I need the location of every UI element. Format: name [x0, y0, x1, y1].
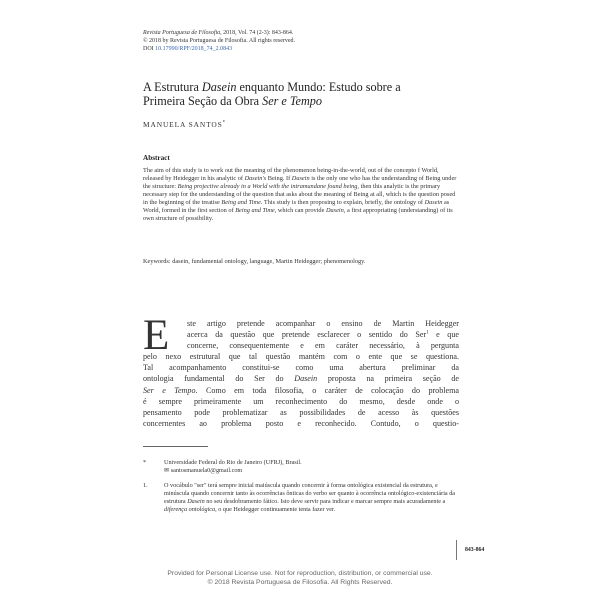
body-line: acerca da questão que pretende esclarecer o sentido do Ser$^1$ e que	[187, 330, 459, 340]
citation: 2018, Vol. 74 (2-3): 843-864.	[221, 30, 294, 36]
body-line: concernentes ao problema posto e reconhecido. Contudo, o questio-	[143, 418, 459, 428]
journal-header	[143, 29, 473, 54]
body-line: pensamento pode problematizar as possibilidades de acesso às questões	[143, 407, 459, 417]
copyright-line: © 2018 by Revista Portuguesa de Filosofia. All rights reserved.	[143, 38, 296, 45]
title-text: Primeira Seção da Obra	[143, 94, 263, 108]
license-line: © 2018 Revista Portuguesa de Filosofia. All Rights Reserved.	[207, 578, 393, 586]
footnote-1: 1. O vocábulo "ser" terá sempre inicial maiúscula quando concernir à forma ontológica existencial da estrutura, e minúscula quando concernir tanto às ocorrências ônticas do verbo ser quanto à ocorrência ontológico-existenciária da estrutura Dasein no seu desdobramento fático. Isto deve servir para indicar e marcar sempre mais acuradamente a diferença ontológica, o que Heidegger continuamente tenta fazer ver.	[143, 482, 456, 513]
title-italic: Dasein	[201, 80, 237, 94]
title-text: enquanto Mundo: Estudo sobre a	[236, 80, 401, 94]
body-line: ontologia fundamental do Ser do Dasein proposta na primeira seção de	[143, 374, 459, 384]
body-line: é sempre primeiramente um reconhecimento do mesmo, desde onde o	[143, 396, 459, 406]
license-line: Provided for Personal License use. Not for reproduction, distribution, or commercial use.	[167, 570, 433, 577]
author-email[interactable]: ✉ santosmanuela0@gmail.com	[164, 467, 243, 474]
keywords: Keywords: dasein, fundamental ontology, language, Martin Heidegger; phenomenology.	[143, 258, 366, 265]
doi-label: DOI	[143, 46, 156, 53]
body-line: pelo nexo estrutural que tal questão mantém com o ente que se questiona.	[143, 352, 459, 362]
body-line: ste artigo pretende acompanhar o ensino de Martin Heidegger	[187, 319, 459, 328]
body-text	[143, 312, 460, 429]
title-italic: Ser e Tempo	[262, 94, 322, 108]
abstract-heading: Abstract	[143, 154, 170, 162]
footnote-divider	[143, 446, 208, 447]
footnote-ref[interactable]: 1	[426, 330, 429, 336]
title-text: A Estrutura	[143, 80, 202, 94]
author-footnote-mark[interactable]: *	[222, 120, 226, 126]
author-text: MANUELA SANTOS	[143, 120, 223, 129]
drop-cap: E	[143, 312, 170, 359]
author-name	[143, 120, 225, 129]
body-line: Tal acompanhamento constitui-se como uma abertura preliminar da	[143, 363, 459, 373]
doi-link[interactable]: 10.17990/RPF/2018_74_2.0843	[155, 46, 233, 53]
abstract-text: The aim of this study is to work out the meaning of the phenomenon being-in-the-world, out of the concepto f World, released by Heidegger in his analytic of Dasein's Being. If Dasein is the only one who has the understanding of Being under the structure: Being projective already in a World with the intramundane found being, then this analytic is the primary necessary step for the understanding of the question that asks about the meaning of Being at all, which is the question posed in the beginning of the treatise Being and Time. This study is then proposing to explain, briefly, the ontology of Dasein as World, formed in the first section of Being and Time, which can provide Dasein, a first appropriating (understanding) of its own structure of possibility.	[143, 167, 457, 223]
footnote-affiliation: * Universidade Federal do Rio de Janeiro (UFRJ), Brasil. ✉ santosmanuela0@gmail.com	[143, 459, 463, 475]
affiliation-text: Universidade Federal do Rio de Janeiro (UFRJ), Brasil.	[164, 459, 302, 466]
journal-name: Revista Portuguesa de Filosofia,	[143, 30, 222, 36]
article-title	[143, 80, 483, 108]
body-line: Ser e Tempo. Como em toda filosofia, o caráter de colocação do problema	[143, 385, 460, 395]
license-notice	[100, 570, 500, 588]
page-range: 843-864	[456, 540, 505, 560]
footnotes	[143, 459, 463, 521]
body-line: concerne, consequentemente e em caráter necessário, à pergunta	[187, 341, 459, 351]
